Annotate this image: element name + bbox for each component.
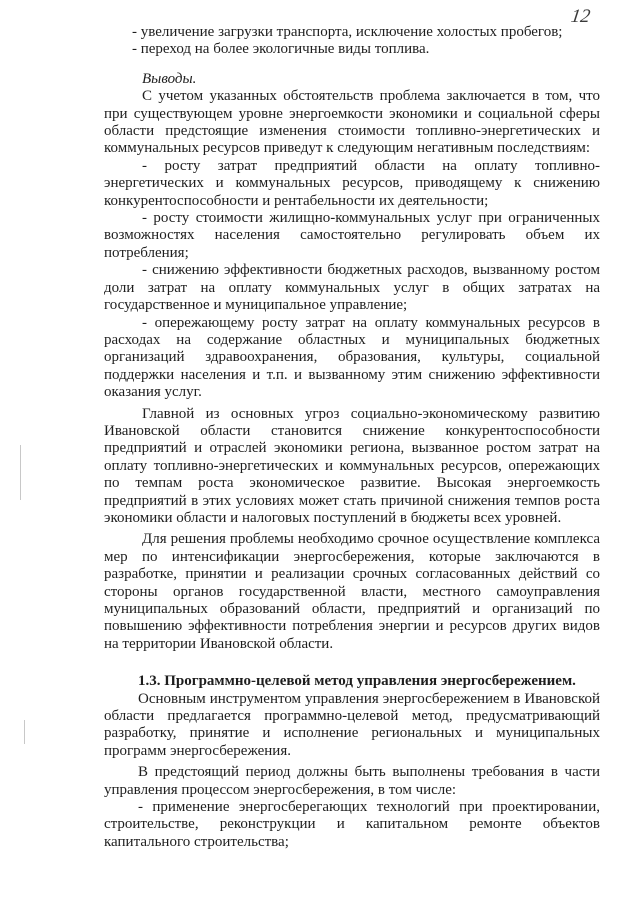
conclusions-lead: С учетом указанных обстоятельств проблема заключается в том, что при существующем уровне энергоемкости экономики и социальной сферы области предстоящие изменения стоимости топливно-энергетических и коммунальных ресурсов приведут к следующим негативным последствиям: (104, 88, 600, 157)
consequence-item: - опережающему росту затрат на оплату коммунальных ресурсов в расходах на содержание областных и муниципальных бюджетных организаций здравоохранения, образования, культуры, социальной поддержки населения и т.п. и вызванному этим снижению эффективности оказания услуг. (104, 314, 600, 401)
page-number: 12 (569, 6, 592, 27)
document-body (104, 24, 600, 851)
consequence-item: - росту стоимости жилищно-коммунальных услуг при ограниченных возможностях населения самостоятельно регулировать объем их потребления; (104, 210, 600, 261)
requirement-item: - применение энергосберегающих технологий при проектировании, строительстве, реконструкции и капитальном ремонте объектов капитального строительства; (104, 799, 600, 850)
section-heading: 1.3. Программно-целевой метод управления энергосбережением. (138, 673, 576, 690)
section-paragraph: В предстоящий период должны быть выполнены требования в части управления процессом энергосбережения, в том числе: (104, 764, 600, 798)
section-paragraph: Основным инструментом управления энергосбережением в Ивановской области предлагается программно-целевой метод, предусматривающий разработку, принятие и исполнение региональных и муниципальных программ энергосбережения. (104, 690, 600, 759)
scan-margin-mark (24, 720, 25, 744)
solution-paragraph: Для решения проблемы необходимо срочное осуществление комплекса мер по интенсификации энергосбережения, которые заключаются в разработке, принятии и реализации срочных согласованных действий со стороны органов государственной власти, местного самоуправления муниципальных образований области, предприятий и организаций по повышению эффективности потребления энергии и ресурсов других видов на территории Ивановской области. (104, 531, 600, 652)
intro-bullet: - переход на более экологичные виды топлива. (132, 41, 430, 58)
intro-bullet: - увеличение загрузки транспорта, исключение холостых пробегов; (132, 24, 563, 40)
consequence-item: - снижению эффективности бюджетных расходов, вызванному ростом доли затрат на оплату коммунальных услуг в общих затратах на государственное и муниципальное управление; (104, 262, 600, 314)
threat-paragraph: Главной из основных угроз социально-экономическому развитию Ивановской области становится снижение конкурентоспособности предприятий и отраслей экономики региона, вызванное ростом затрат на оплату топливно-энергетических и коммунальных ресурсов, опережающих по темпам роста экономическое развитие. Высокая энергоемкость предприятий в этих условиях может стать причиной снижения темпов роста экономики области и налоговых поступлений в бюджеты всех уровней. (104, 405, 600, 526)
conclusions-title: Выводы. (142, 70, 197, 87)
consequence-item: - росту затрат предприятий области на оплату топливно-энергетических и коммунальных ресурсов, приводящему к снижению конкурентоспособности и рентабельности их деятельности; (104, 157, 600, 209)
scan-margin-mark (20, 445, 21, 500)
